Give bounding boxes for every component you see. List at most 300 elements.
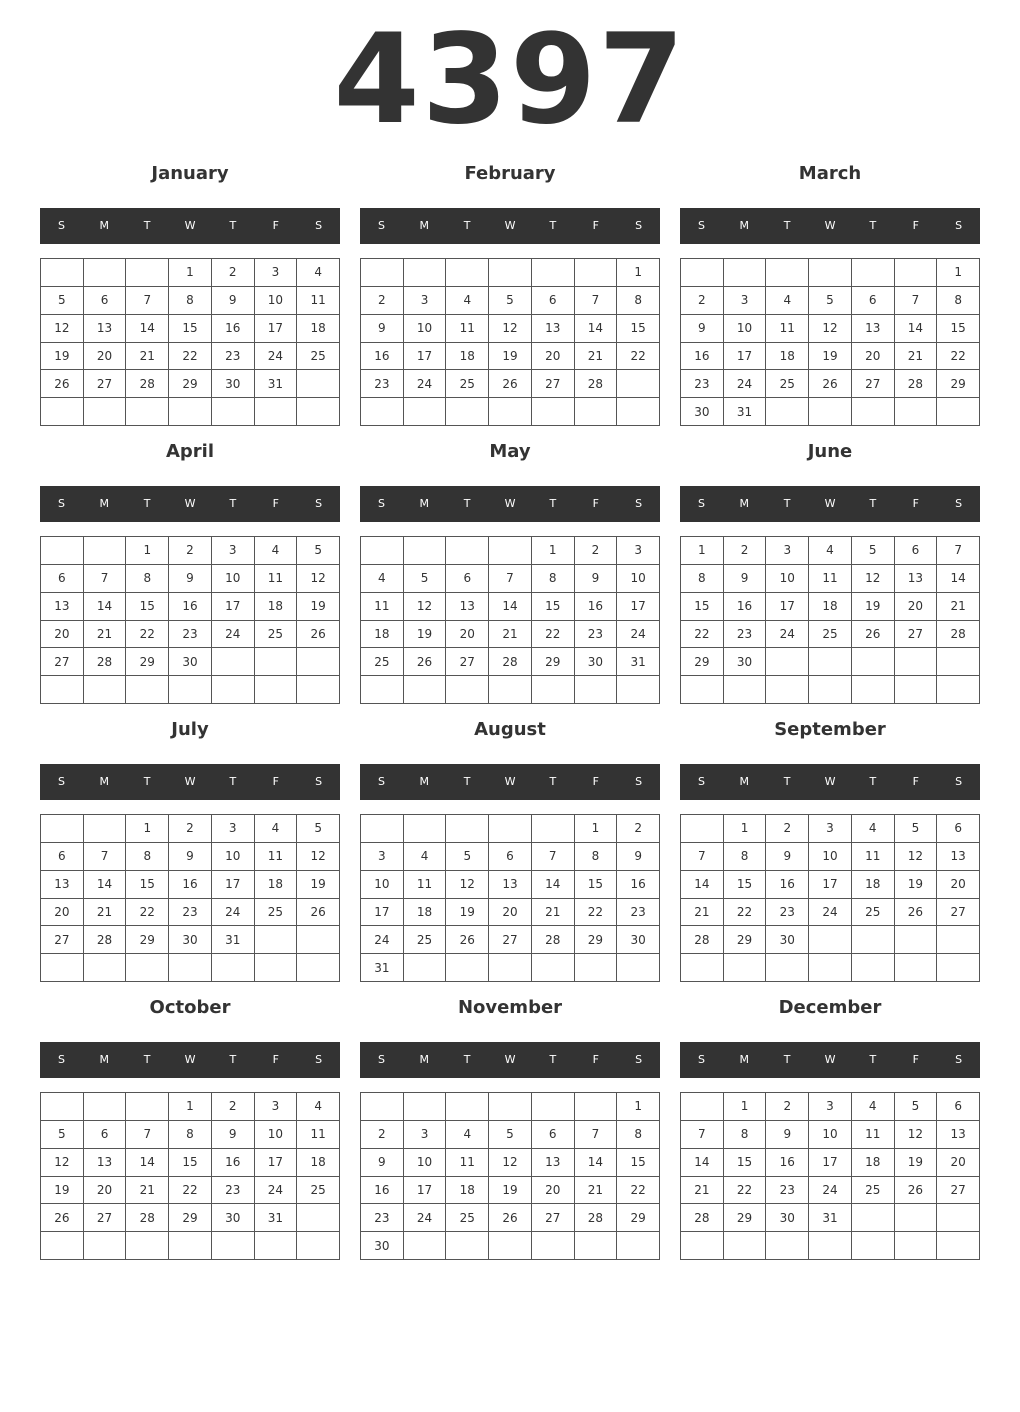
day-cell: 9	[766, 843, 809, 871]
empty-cell	[489, 676, 532, 704]
day-cell: 7	[84, 843, 127, 871]
day-cell: 29	[575, 926, 618, 954]
day-cell: 15	[169, 315, 212, 343]
empty-cell	[126, 1093, 169, 1121]
day-cell: 22	[681, 621, 724, 649]
day-cell: 31	[809, 1204, 852, 1232]
day-cell: 24	[212, 621, 255, 649]
day-cell: 6	[446, 565, 489, 593]
month-name: October	[149, 997, 231, 1018]
day-cell: 16	[169, 871, 212, 899]
day-cell: 17	[212, 593, 255, 621]
day-cell: 13	[84, 315, 127, 343]
day-cell: 30	[617, 926, 660, 954]
day-cell: 17	[404, 1177, 447, 1205]
day-cell: 19	[297, 593, 340, 621]
day-grid	[680, 814, 980, 982]
empty-cell	[212, 1232, 255, 1260]
empty-cell	[404, 676, 447, 704]
empty-cell	[724, 676, 767, 704]
day-cell: 27	[41, 926, 84, 954]
weekday-label: W	[824, 775, 836, 788]
day-cell: 30	[169, 648, 212, 676]
empty-cell	[41, 676, 84, 704]
day-cell: 10	[617, 565, 660, 593]
day-grid	[360, 536, 660, 704]
empty-cell	[404, 1093, 447, 1121]
day-cell: 11	[297, 287, 340, 315]
day-cell: 6	[489, 843, 532, 871]
weekday-label: W	[184, 497, 196, 510]
empty-cell	[126, 398, 169, 426]
day-cell: 10	[255, 287, 298, 315]
day-cell: 13	[532, 315, 575, 343]
empty-cell	[532, 1232, 575, 1260]
day-cell: 9	[681, 315, 724, 343]
day-cell: 14	[681, 1149, 724, 1177]
weekday-label: T	[549, 219, 557, 232]
month-name: July	[171, 719, 209, 740]
day-cell: 17	[809, 871, 852, 899]
day-cell: 1	[532, 537, 575, 565]
day-cell: 21	[681, 1177, 724, 1205]
day-cell: 22	[575, 899, 618, 927]
empty-cell	[212, 648, 255, 676]
day-cell: 16	[575, 593, 618, 621]
day-cell: 28	[84, 648, 127, 676]
day-cell: 27	[937, 1177, 980, 1205]
empty-cell	[575, 1093, 618, 1121]
day-cell: 3	[361, 843, 404, 871]
empty-cell	[809, 954, 852, 982]
day-cell: 2	[766, 815, 809, 843]
weekday-label: T	[463, 497, 471, 510]
day-cell: 17	[255, 315, 298, 343]
day-cell: 20	[852, 343, 895, 371]
day-cell: 15	[724, 1149, 767, 1177]
day-cell: 8	[126, 843, 169, 871]
empty-cell	[489, 815, 532, 843]
day-cell: 12	[297, 843, 340, 871]
day-cell: 26	[297, 899, 340, 927]
weekday-label: S	[697, 219, 705, 232]
day-cell: 2	[169, 815, 212, 843]
day-grid	[680, 1092, 980, 1260]
day-cell: 2	[575, 537, 618, 565]
day-cell: 22	[532, 621, 575, 649]
day-cell: 20	[937, 1149, 980, 1177]
empty-cell	[489, 259, 532, 287]
day-grid	[40, 536, 340, 704]
weekday-label: F	[272, 497, 279, 510]
day-cell: 1	[724, 815, 767, 843]
day-cell: 16	[212, 1149, 255, 1177]
day-cell: 24	[255, 343, 298, 371]
day-cell: 5	[404, 565, 447, 593]
empty-cell	[126, 954, 169, 982]
day-cell: 3	[255, 259, 298, 287]
empty-cell	[937, 1204, 980, 1232]
weekday-label: S	[955, 219, 963, 232]
day-cell: 9	[766, 1121, 809, 1149]
weekday-label: T	[463, 775, 471, 788]
weekday-label: W	[504, 497, 516, 510]
day-cell: 8	[575, 843, 618, 871]
empty-cell	[617, 398, 660, 426]
empty-cell	[297, 370, 340, 398]
day-cell: 4	[809, 537, 852, 565]
day-cell: 23	[169, 899, 212, 927]
empty-cell	[766, 954, 809, 982]
day-cell: 11	[255, 565, 298, 593]
day-cell: 7	[84, 565, 127, 593]
weekday-label: M	[419, 497, 430, 510]
day-cell: 2	[361, 287, 404, 315]
day-cell: 29	[681, 648, 724, 676]
day-cell: 1	[575, 815, 618, 843]
empty-cell	[852, 398, 895, 426]
day-cell: 21	[681, 899, 724, 927]
day-cell: 5	[489, 1121, 532, 1149]
day-cell: 28	[489, 648, 532, 676]
day-cell: 27	[84, 1204, 127, 1232]
day-cell: 26	[41, 370, 84, 398]
weekday-label: M	[99, 775, 110, 788]
empty-cell	[895, 926, 938, 954]
weekday-label: S	[697, 1053, 705, 1066]
day-cell: 8	[724, 1121, 767, 1149]
day-cell: 15	[617, 315, 660, 343]
day-cell: 12	[489, 1149, 532, 1177]
month-name: June	[807, 441, 853, 462]
day-cell: 23	[361, 370, 404, 398]
day-cell: 7	[575, 1121, 618, 1149]
day-cell: 29	[169, 1204, 212, 1232]
day-cell: 30	[212, 370, 255, 398]
empty-cell	[84, 1232, 127, 1260]
weekday-label: W	[824, 1053, 836, 1066]
day-cell: 27	[937, 899, 980, 927]
day-cell: 19	[489, 1177, 532, 1205]
weekday-label: S	[315, 1053, 323, 1066]
day-cell: 18	[297, 315, 340, 343]
empty-cell	[489, 1232, 532, 1260]
day-cell: 1	[617, 1093, 660, 1121]
day-cell: 20	[532, 343, 575, 371]
empty-cell	[84, 259, 127, 287]
weekday-label: S	[697, 497, 705, 510]
empty-cell	[724, 1232, 767, 1260]
day-cell: 23	[681, 370, 724, 398]
day-cell: 24	[404, 370, 447, 398]
empty-cell	[532, 954, 575, 982]
day-cell: 26	[446, 926, 489, 954]
day-cell: 19	[852, 593, 895, 621]
day-cell: 13	[446, 593, 489, 621]
day-cell: 12	[404, 593, 447, 621]
empty-cell	[575, 676, 618, 704]
weekday-header	[40, 764, 340, 800]
day-cell: 25	[297, 343, 340, 371]
day-cell: 5	[809, 287, 852, 315]
empty-cell	[489, 954, 532, 982]
weekday-label: T	[783, 1053, 791, 1066]
day-cell: 8	[681, 565, 724, 593]
weekday-label: T	[463, 1053, 471, 1066]
day-cell: 25	[809, 621, 852, 649]
day-cell: 1	[724, 1093, 767, 1121]
empty-cell	[895, 259, 938, 287]
weekday-label: S	[377, 219, 385, 232]
empty-cell	[937, 648, 980, 676]
day-cell: 18	[446, 1177, 489, 1205]
day-cell: 7	[575, 287, 618, 315]
day-cell: 7	[489, 565, 532, 593]
empty-cell	[852, 1204, 895, 1232]
day-cell: 8	[126, 565, 169, 593]
day-cell: 10	[766, 565, 809, 593]
weekday-label: S	[635, 775, 643, 788]
day-cell: 2	[212, 1093, 255, 1121]
day-cell: 2	[361, 1121, 404, 1149]
day-cell: 26	[41, 1204, 84, 1232]
weekday-label: S	[377, 1053, 385, 1066]
day-cell: 7	[681, 843, 724, 871]
empty-cell	[41, 537, 84, 565]
weekday-label: S	[57, 775, 65, 788]
empty-cell	[404, 1232, 447, 1260]
empty-cell	[126, 676, 169, 704]
day-cell: 30	[575, 648, 618, 676]
day-cell: 5	[895, 1093, 938, 1121]
day-grid	[680, 536, 980, 704]
day-cell: 16	[766, 1149, 809, 1177]
day-cell: 10	[809, 843, 852, 871]
weekday-label: T	[869, 219, 877, 232]
day-cell: 30	[361, 1232, 404, 1260]
empty-cell	[617, 1232, 660, 1260]
day-cell: 22	[937, 343, 980, 371]
day-cell: 13	[532, 1149, 575, 1177]
day-cell: 14	[126, 1149, 169, 1177]
weekday-label: S	[57, 497, 65, 510]
day-cell: 29	[126, 648, 169, 676]
day-cell: 13	[937, 1121, 980, 1149]
day-cell: 8	[169, 1121, 212, 1149]
weekday-header	[680, 486, 980, 522]
day-grid	[360, 1092, 660, 1260]
empty-cell	[766, 259, 809, 287]
day-cell: 24	[724, 370, 767, 398]
day-cell: 26	[489, 370, 532, 398]
day-cell: 11	[361, 593, 404, 621]
day-cell: 23	[212, 1177, 255, 1205]
day-cell: 18	[255, 593, 298, 621]
day-cell: 21	[126, 343, 169, 371]
weekday-header	[360, 764, 660, 800]
day-cell: 12	[297, 565, 340, 593]
day-cell: 19	[895, 871, 938, 899]
empty-cell	[255, 954, 298, 982]
day-cell: 23	[766, 1177, 809, 1205]
day-cell: 17	[361, 899, 404, 927]
day-cell: 1	[937, 259, 980, 287]
empty-cell	[937, 926, 980, 954]
day-cell: 15	[532, 593, 575, 621]
weekday-label: M	[99, 1053, 110, 1066]
weekday-header	[40, 1042, 340, 1078]
month-name: May	[489, 441, 531, 462]
day-cell: 25	[255, 621, 298, 649]
weekday-label: S	[635, 1053, 643, 1066]
empty-cell	[84, 1093, 127, 1121]
empty-cell	[532, 398, 575, 426]
empty-cell	[446, 954, 489, 982]
day-cell: 2	[681, 287, 724, 315]
day-cell: 27	[532, 1204, 575, 1232]
day-cell: 2	[212, 259, 255, 287]
day-cell: 18	[809, 593, 852, 621]
day-cell: 10	[212, 565, 255, 593]
empty-cell	[446, 398, 489, 426]
weekday-label: S	[315, 497, 323, 510]
day-cell: 26	[895, 899, 938, 927]
empty-cell	[681, 815, 724, 843]
day-cell: 15	[169, 1149, 212, 1177]
empty-cell	[489, 537, 532, 565]
weekday-label: M	[99, 219, 110, 232]
empty-cell	[809, 926, 852, 954]
day-cell: 1	[169, 1093, 212, 1121]
day-cell: 18	[297, 1149, 340, 1177]
empty-cell	[895, 398, 938, 426]
empty-cell	[766, 398, 809, 426]
day-cell: 29	[532, 648, 575, 676]
day-cell: 25	[255, 899, 298, 927]
day-cell: 29	[724, 926, 767, 954]
day-cell: 12	[895, 843, 938, 871]
day-cell: 16	[361, 343, 404, 371]
day-cell: 28	[895, 370, 938, 398]
day-cell: 19	[895, 1149, 938, 1177]
day-cell: 6	[41, 565, 84, 593]
empty-cell	[255, 1232, 298, 1260]
day-cell: 18	[361, 621, 404, 649]
day-cell: 21	[84, 899, 127, 927]
empty-cell	[852, 1232, 895, 1260]
day-cell: 18	[255, 871, 298, 899]
weekday-label: F	[592, 497, 599, 510]
month-name: November	[457, 997, 563, 1018]
weekday-label: S	[315, 219, 323, 232]
day-cell: 27	[895, 621, 938, 649]
empty-cell	[169, 1232, 212, 1260]
empty-cell	[169, 954, 212, 982]
day-cell: 23	[617, 899, 660, 927]
day-cell: 21	[575, 343, 618, 371]
day-cell: 21	[84, 621, 127, 649]
day-cell: 23	[212, 343, 255, 371]
empty-cell	[895, 954, 938, 982]
weekday-label: S	[377, 497, 385, 510]
day-cell: 21	[937, 593, 980, 621]
day-cell: 18	[766, 343, 809, 371]
empty-cell	[297, 648, 340, 676]
day-cell: 30	[169, 926, 212, 954]
weekday-label: S	[635, 497, 643, 510]
empty-cell	[41, 1093, 84, 1121]
empty-cell	[532, 1093, 575, 1121]
day-cell: 11	[297, 1121, 340, 1149]
day-cell: 27	[852, 370, 895, 398]
weekday-header	[40, 208, 340, 244]
weekday-label: F	[912, 1053, 919, 1066]
day-cell: 25	[852, 1177, 895, 1205]
day-cell: 18	[852, 871, 895, 899]
weekday-label: S	[57, 219, 65, 232]
day-cell: 10	[724, 315, 767, 343]
empty-cell	[852, 676, 895, 704]
day-cell: 11	[446, 315, 489, 343]
empty-cell	[297, 676, 340, 704]
day-cell: 9	[617, 843, 660, 871]
weekday-label: F	[592, 1053, 599, 1066]
day-cell: 4	[446, 287, 489, 315]
day-cell: 2	[617, 815, 660, 843]
empty-cell	[724, 954, 767, 982]
day-cell: 4	[255, 815, 298, 843]
day-cell: 21	[126, 1177, 169, 1205]
day-cell: 26	[895, 1177, 938, 1205]
day-cell: 31	[724, 398, 767, 426]
day-cell: 24	[617, 621, 660, 649]
day-cell: 11	[809, 565, 852, 593]
weekday-label: S	[315, 775, 323, 788]
day-cell: 24	[404, 1204, 447, 1232]
day-cell: 14	[575, 315, 618, 343]
day-cell: 27	[41, 648, 84, 676]
day-cell: 9	[575, 565, 618, 593]
empty-cell	[255, 926, 298, 954]
empty-cell	[852, 954, 895, 982]
weekday-label: F	[912, 219, 919, 232]
weekday-label: T	[783, 497, 791, 510]
day-cell: 28	[575, 1204, 618, 1232]
empty-cell	[404, 815, 447, 843]
day-cell: 5	[895, 815, 938, 843]
day-cell: 4	[255, 537, 298, 565]
day-cell: 6	[852, 287, 895, 315]
day-cell: 25	[446, 370, 489, 398]
day-cell: 9	[169, 565, 212, 593]
day-cell: 13	[84, 1149, 127, 1177]
day-cell: 24	[212, 899, 255, 927]
empty-cell	[126, 1232, 169, 1260]
day-cell: 1	[169, 259, 212, 287]
day-cell: 8	[724, 843, 767, 871]
month-name: March	[798, 163, 862, 184]
day-cell: 11	[852, 1121, 895, 1149]
weekday-label: S	[955, 497, 963, 510]
day-cell: 2	[766, 1093, 809, 1121]
day-cell: 11	[446, 1149, 489, 1177]
empty-cell	[937, 676, 980, 704]
empty-cell	[255, 648, 298, 676]
day-cell: 19	[41, 1177, 84, 1205]
day-cell: 7	[681, 1121, 724, 1149]
day-cell: 12	[41, 1149, 84, 1177]
empty-cell	[809, 676, 852, 704]
